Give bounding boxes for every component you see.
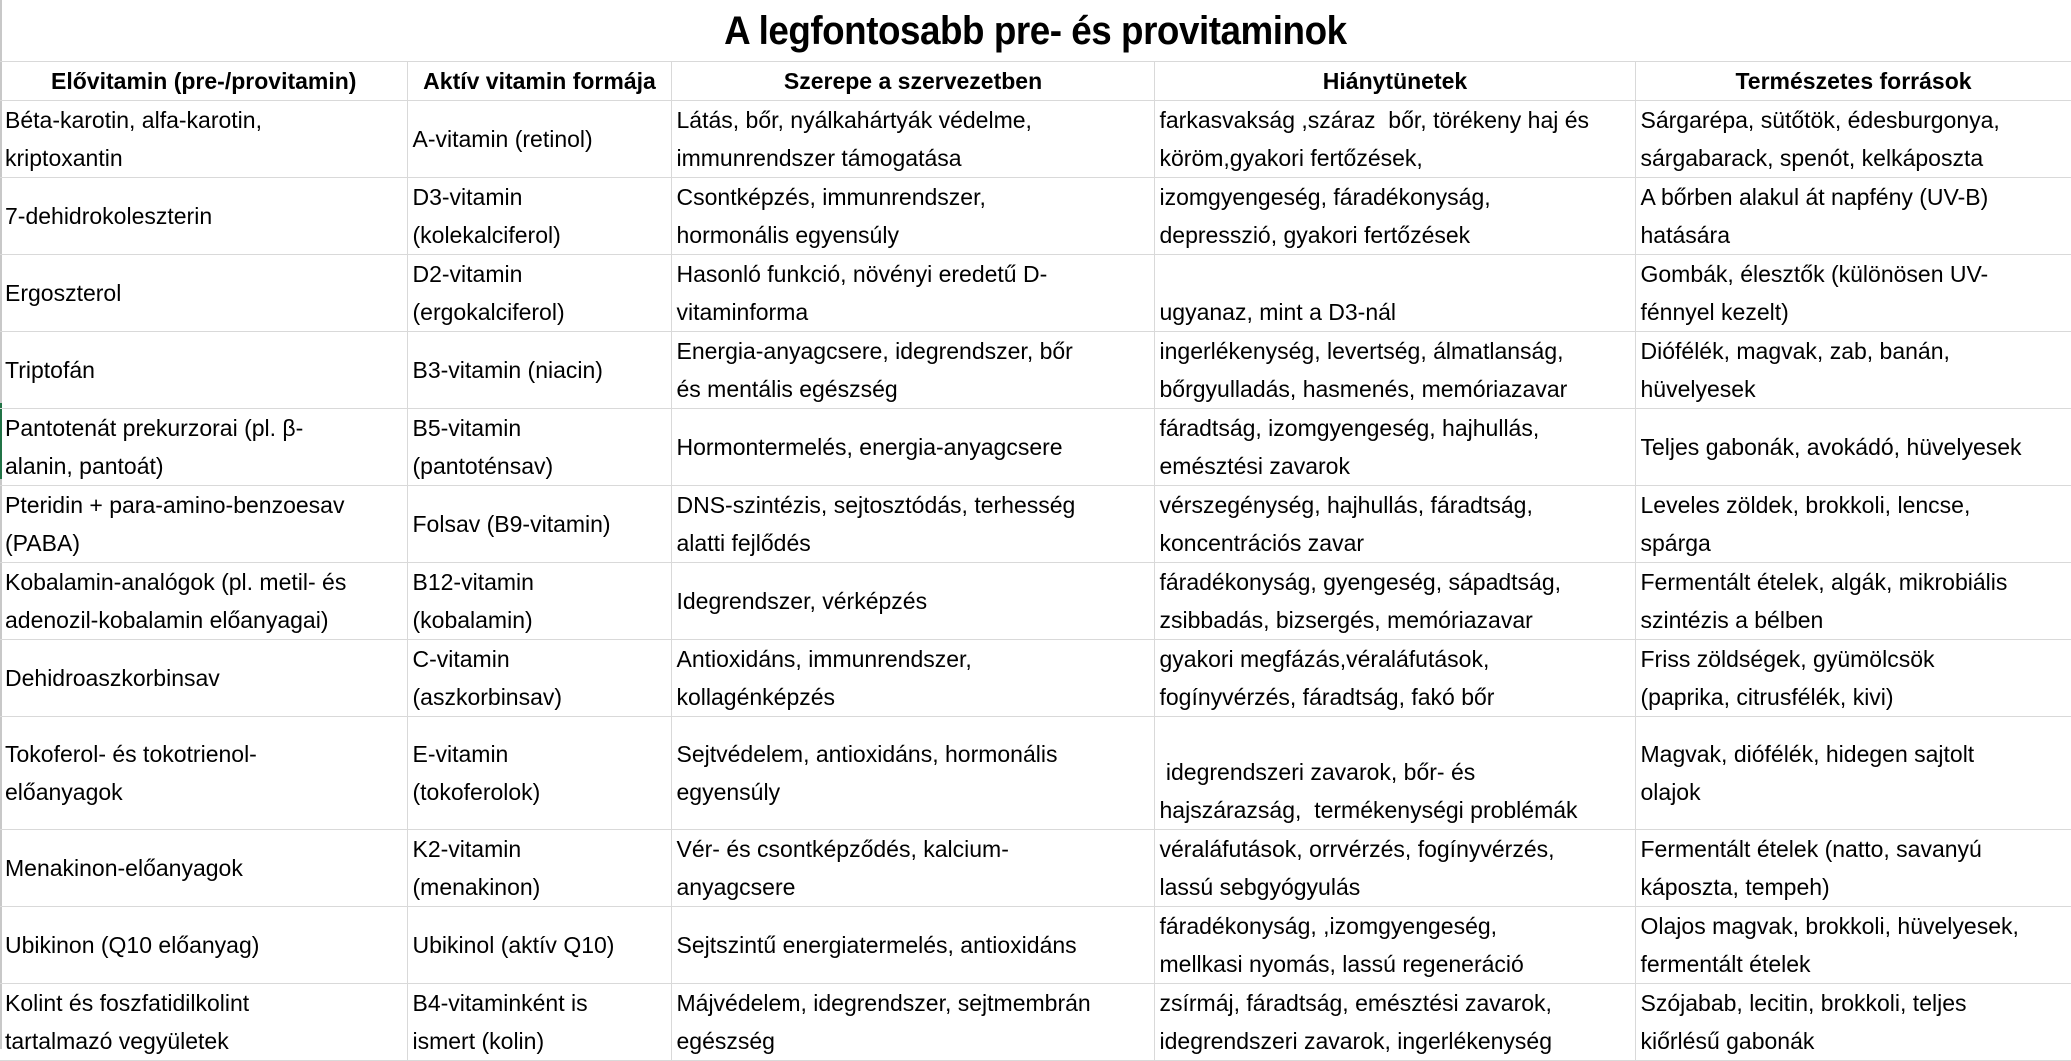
cell-text-line: véraláfutások, orrvérzés, fogínyvérzés,: [1159, 836, 1555, 862]
cell-active-form[interactable]: [407, 486, 671, 563]
cell-text-line: Magvak, diófélék, hidegen sajtolt: [1640, 741, 1975, 767]
cell-text-line: (kobalamin): [412, 607, 533, 633]
cell-text-line: (kolekalciferol): [412, 222, 561, 248]
cell-text-line: Gombák, élesztők (különösen UV-: [1640, 261, 1989, 287]
cell-text-line: Sejtszintű energiatermelés, antioxidáns: [676, 932, 1077, 958]
cell-text-line: D2-vitamin: [412, 261, 523, 287]
cell-role[interactable]: [671, 486, 1154, 563]
cell-deficiency[interactable]: [1154, 101, 1635, 178]
header-active-form[interactable]: Aktív vitamin formája: [407, 62, 671, 101]
cell-active-form[interactable]: [407, 101, 671, 178]
cell-text-line: hormonális egyensúly: [676, 222, 899, 248]
cell-text-line: olajok: [1640, 779, 1701, 805]
cell-text-line: bőrgyulladás, hasmenés, memóriazavar: [1159, 376, 1568, 402]
cell-text-line: Ubikinon (Q10 előanyag): [5, 932, 260, 958]
table-row: [0, 640, 2071, 717]
cell-provitamin[interactable]: [0, 907, 407, 984]
cell-active-form[interactable]: [407, 640, 671, 717]
header-deficiency[interactable]: Hiánytünetek: [1154, 62, 1635, 101]
cell-text-line: kriptoxantin: [5, 145, 123, 171]
cell-text-line: idegrendszeri zavarok, bőr- és: [1159, 759, 1476, 785]
cell-sources[interactable]: [1635, 332, 2071, 409]
cell-text-line: alatti fejlődés: [676, 530, 811, 556]
cell-sources[interactable]: [1635, 563, 2071, 640]
cell-text-line: előanyagok: [5, 779, 123, 805]
header-role[interactable]: Szerepe a szervezetben: [671, 62, 1154, 101]
cell-text-line: Vér- és csontképződés, kalcium-: [676, 836, 1009, 862]
cell-text-line: Fermentált ételek (natto, savanyú: [1640, 836, 1982, 862]
cell-provitamin[interactable]: [0, 717, 407, 830]
cell-active-form[interactable]: [407, 563, 671, 640]
cell-provitamin[interactable]: [0, 178, 407, 255]
cell-deficiency[interactable]: [1154, 486, 1635, 563]
cell-text-line: Olajos magvak, brokkoli, hüvelyesek,: [1640, 913, 2019, 939]
cell-text-line: zsibbadás, bizsergés, memóriazavar: [1159, 607, 1533, 633]
cell-text-line: hüvelyesek: [1640, 376, 1756, 402]
cell-text-line: spárga: [1640, 530, 1711, 556]
table-row: [0, 332, 2071, 409]
cell-text-line: szintézis a bélben: [1640, 607, 1824, 633]
cell-text-line: Kolint és foszfatidilkolint: [5, 990, 250, 1016]
table-row: [0, 830, 2071, 907]
cell-text-line: mellkasi nyomás, lassú regeneráció: [1159, 951, 1524, 977]
cell-text-line: Ubikinol (aktív Q10): [412, 932, 615, 958]
cell-text-line: kollagénképzés: [676, 684, 836, 710]
cell-role[interactable]: [671, 907, 1154, 984]
cell-provitamin[interactable]: [0, 409, 407, 486]
cell-text-line: adenozil-kobalamin előanyagai): [5, 607, 329, 633]
cell-deficiency[interactable]: [1154, 563, 1635, 640]
cell-text-line: Ergoszterol: [5, 280, 122, 306]
cell-text-line: (paprika, citrusfélék, kivi): [1640, 684, 1894, 710]
cell-sources[interactable]: [1635, 907, 2071, 984]
cell-text-line: Látás, bőr, nyálkahártyák védelme,: [676, 107, 1032, 133]
cell-sources[interactable]: [1635, 255, 2071, 332]
cell-role[interactable]: [671, 563, 1154, 640]
cell-text-line: Sejtvédelem, antioxidáns, hormonális: [676, 741, 1058, 767]
table-row: [0, 907, 2071, 984]
cell-text-line: Tokoferol- és tokotrienol-: [5, 741, 257, 767]
table-row: [0, 486, 2071, 563]
cell-role[interactable]: [671, 332, 1154, 409]
cell-provitamin[interactable]: [0, 486, 407, 563]
cell-role[interactable]: [671, 640, 1154, 717]
cell-active-form[interactable]: [407, 907, 671, 984]
cell-active-form[interactable]: [407, 984, 671, 1061]
cell-text-line: Sárgarépa, sütőtök, édesburgonya,: [1640, 107, 2000, 133]
cell-text-line: immunrendszer támogatása: [676, 145, 962, 171]
cell-text-line: Dehidroaszkorbinsav: [5, 665, 220, 691]
cell-text-line: C-vitamin: [412, 646, 510, 672]
cell-active-form[interactable]: [407, 830, 671, 907]
cell-provitamin[interactable]: [0, 332, 407, 409]
cell-text-line: tartalmazó vegyületek: [5, 1028, 229, 1054]
cell-text-line: koncentrációs zavar: [1159, 530, 1365, 556]
vitamin-table: [0, 61, 2071, 1061]
cell-role[interactable]: [671, 717, 1154, 830]
cell-text-line: Menakinon-előanyagok: [5, 855, 243, 881]
cell-text-line: E-vitamin: [412, 741, 509, 767]
cell-text-line: D3-vitamin: [412, 184, 523, 210]
cell-text-line: B3-vitamin (niacin): [412, 357, 603, 383]
cell-text-line: Pantotenát prekurzorai (pl. β-: [5, 415, 304, 441]
cell-text-line: egyensúly: [676, 779, 781, 805]
cell-text-line: K2-vitamin: [412, 836, 522, 862]
cell-sources[interactable]: [1635, 409, 2071, 486]
cell-deficiency[interactable]: [1154, 907, 1635, 984]
cell-sources[interactable]: [1635, 984, 2071, 1061]
cell-text-line: Friss zöldségek, gyümölcsök: [1640, 646, 1935, 672]
table-row: [0, 101, 2071, 178]
cell-text-line: fénnyel kezelt): [1640, 299, 1789, 325]
cell-text-line: Fermentált ételek, algák, mikrobiális: [1640, 569, 2008, 595]
cell-active-form[interactable]: [407, 717, 671, 830]
cell-provitamin[interactable]: [0, 101, 407, 178]
cell-text-line: ugyanaz, mint a D3-nál: [1159, 299, 1397, 325]
cell-text-line: Diófélék, magvak, zab, banán,: [1640, 338, 1950, 364]
cell-text-line: fáradékonyság, gyengeség, sápadtság,: [1159, 569, 1562, 595]
cell-text-line: Béta-karotin, alfa-karotin,: [5, 107, 262, 133]
cell-text-line: alanin, pantoát): [5, 453, 164, 479]
cell-provitamin[interactable]: [0, 640, 407, 717]
cell-active-form[interactable]: [407, 255, 671, 332]
cell-sources[interactable]: [1635, 486, 2071, 563]
cell-text-line: Triptofán: [5, 357, 95, 383]
cell-text-line: lassú sebgyógyulás: [1159, 874, 1361, 900]
cell-text-line: B12-vitamin: [412, 569, 534, 595]
cell-text-line: DNS-szintézis, sejtosztódás, terhesség: [676, 492, 1076, 518]
cell-text-line: Energia-anyagcsere, idegrendszer, bőr: [676, 338, 1073, 364]
cell-deficiency[interactable]: [1154, 409, 1635, 486]
cell-text-line: A bőrben alakul át napfény (UV-B): [1640, 184, 1989, 210]
cell-text-line: fáradtság, izomgyengeség, hajhullás,: [1159, 415, 1540, 441]
cell-text-line: A-vitamin (retinol): [412, 126, 593, 152]
cell-provitamin[interactable]: [0, 255, 407, 332]
header-row: [0, 62, 2071, 101]
cell-text-line: hatására: [1640, 222, 1731, 248]
table-row: [0, 255, 2071, 332]
cell-text-line: egészség: [676, 1028, 775, 1054]
cell-deficiency[interactable]: [1154, 984, 1635, 1061]
cell-role[interactable]: [671, 178, 1154, 255]
cell-active-form[interactable]: [407, 178, 671, 255]
cell-text-line: Hasonló funkció, növényi eredetű D-: [676, 261, 1048, 287]
header-sources[interactable]: Természetes források: [1635, 62, 2071, 101]
cell-role[interactable]: [671, 984, 1154, 1061]
cell-text-line: idegrendszeri zavarok, ingerlékenység: [1159, 1028, 1552, 1054]
cell-text-line: és mentális egészség: [676, 376, 898, 402]
cell-text-line: anyagcsere: [676, 874, 796, 900]
cell-role[interactable]: [671, 830, 1154, 907]
cell-text-line: Csontképzés, immunrendszer,: [676, 184, 986, 210]
title-cell[interactable]: [0, 0, 2071, 62]
cell-text-line: Pteridin + para-amino-benzoesav: [5, 492, 345, 518]
cell-text-line: (tokoferolok): [412, 779, 541, 805]
cell-sources[interactable]: [1635, 101, 2071, 178]
cell-text-line: hajszárazság, termékenységi problémák: [1159, 797, 1578, 823]
cell-active-form[interactable]: [407, 332, 671, 409]
cell-text-line: emésztési zavarok: [1159, 453, 1350, 479]
cell-deficiency[interactable]: [1154, 717, 1635, 830]
cell-provitamin[interactable]: [0, 563, 407, 640]
cell-text-line: sárgabarack, spenót, kelkáposzta: [1640, 145, 1984, 171]
cell-deficiency[interactable]: [1154, 830, 1635, 907]
table-row: [0, 178, 2071, 255]
cell-text-line: B4-vitaminként is: [412, 990, 588, 1016]
cell-text-line: zsírmáj, fáradtság, emésztési zavarok,: [1159, 990, 1552, 1016]
cell-text-line: Folsav (B9-vitamin): [412, 511, 611, 537]
cell-text-line: kiőrlésű gabonák: [1640, 1028, 1815, 1054]
cell-sources[interactable]: [1635, 178, 2071, 255]
cell-text-line: Idegrendszer, vérképzés: [676, 588, 928, 614]
cell-role[interactable]: [671, 101, 1154, 178]
cell-sources[interactable]: [1635, 830, 2071, 907]
table-row: [0, 984, 2071, 1061]
cell-text-line: fogínyvérzés, fáradtság, fakó bőr: [1159, 684, 1495, 710]
cell-text-line: B5-vitamin: [412, 415, 522, 441]
cell-text-line: gyakori megfázás,véraláfutások,: [1159, 646, 1490, 672]
cell-text-line: ismert (kolin): [412, 1028, 545, 1054]
cell-text-line: Teljes gabonák, avokádó, hüvelyesek: [1640, 434, 2022, 460]
cell-deficiency[interactable]: [1154, 332, 1635, 409]
cell-text-line: vérszegénység, hajhullás, fáradtság,: [1159, 492, 1533, 518]
cell-text-line: (pantoténsav): [412, 453, 554, 479]
cell-text-line: (aszkorbinsav): [412, 684, 563, 710]
header-provitamin[interactable]: Elővitamin (pre-/provitamin): [0, 62, 407, 101]
cell-text-line: (menakinon): [412, 874, 541, 900]
cell-text-line: (ergokalciferol): [412, 299, 565, 325]
table-row: [0, 563, 2071, 640]
cell-text-line: 7-dehidrokoleszterin: [5, 203, 213, 229]
cell-text-line: fáradékonyság, ,izomgyengeség,: [1159, 913, 1498, 939]
cell-sources[interactable]: [1635, 717, 2071, 830]
cell-provitamin[interactable]: [0, 830, 407, 907]
cell-text-line: (PABA): [5, 530, 80, 556]
cell-text-line: Májvédelem, idegrendszer, sejtmembrán: [676, 990, 1091, 1016]
cell-text-line: Antioxidáns, immunrendszer,: [676, 646, 972, 672]
cell-text-line: káposzta, tempeh): [1640, 874, 1830, 900]
cell-role[interactable]: [671, 255, 1154, 332]
cell-text-line: izomgyengeség, fáradékonyság,: [1159, 184, 1491, 210]
cell-role[interactable]: [671, 409, 1154, 486]
cell-provitamin[interactable]: [0, 984, 407, 1061]
cell-text-line: ingerlékenység, levertség, álmatlanság,: [1159, 338, 1564, 364]
cell-text-line: köröm,gyakori fertőzések,: [1159, 145, 1423, 171]
cell-deficiency[interactable]: [1154, 640, 1635, 717]
cell-text-line: depresszió, gyakori fertőzések: [1159, 222, 1471, 248]
cell-deficiency[interactable]: [1154, 178, 1635, 255]
cell-text-line: Hormontermelés, energia-anyagcsere: [676, 434, 1063, 460]
cell-sources[interactable]: [1635, 640, 2071, 717]
cell-active-form[interactable]: [407, 409, 671, 486]
table-row: [0, 717, 2071, 830]
cell-text-line: Kobalamin-analógok (pl. metil- és: [5, 569, 347, 595]
cell-text-line: fermentált ételek: [1640, 951, 1811, 977]
cell-text-line: Szójabab, lecitin, brokkoli, teljes: [1640, 990, 1967, 1016]
cell-text-line: Leveles zöldek, brokkoli, lencse,: [1640, 492, 1971, 518]
cell-text-line: farkasvakság ,száraz bőr, törékeny haj és: [1159, 107, 1590, 133]
cell-text-line: vitaminforma: [676, 299, 809, 325]
cell-deficiency[interactable]: [1154, 255, 1635, 332]
page-title: A legfontosabb pre- és provitaminok: [724, 8, 1347, 53]
table-row: [0, 409, 2071, 486]
